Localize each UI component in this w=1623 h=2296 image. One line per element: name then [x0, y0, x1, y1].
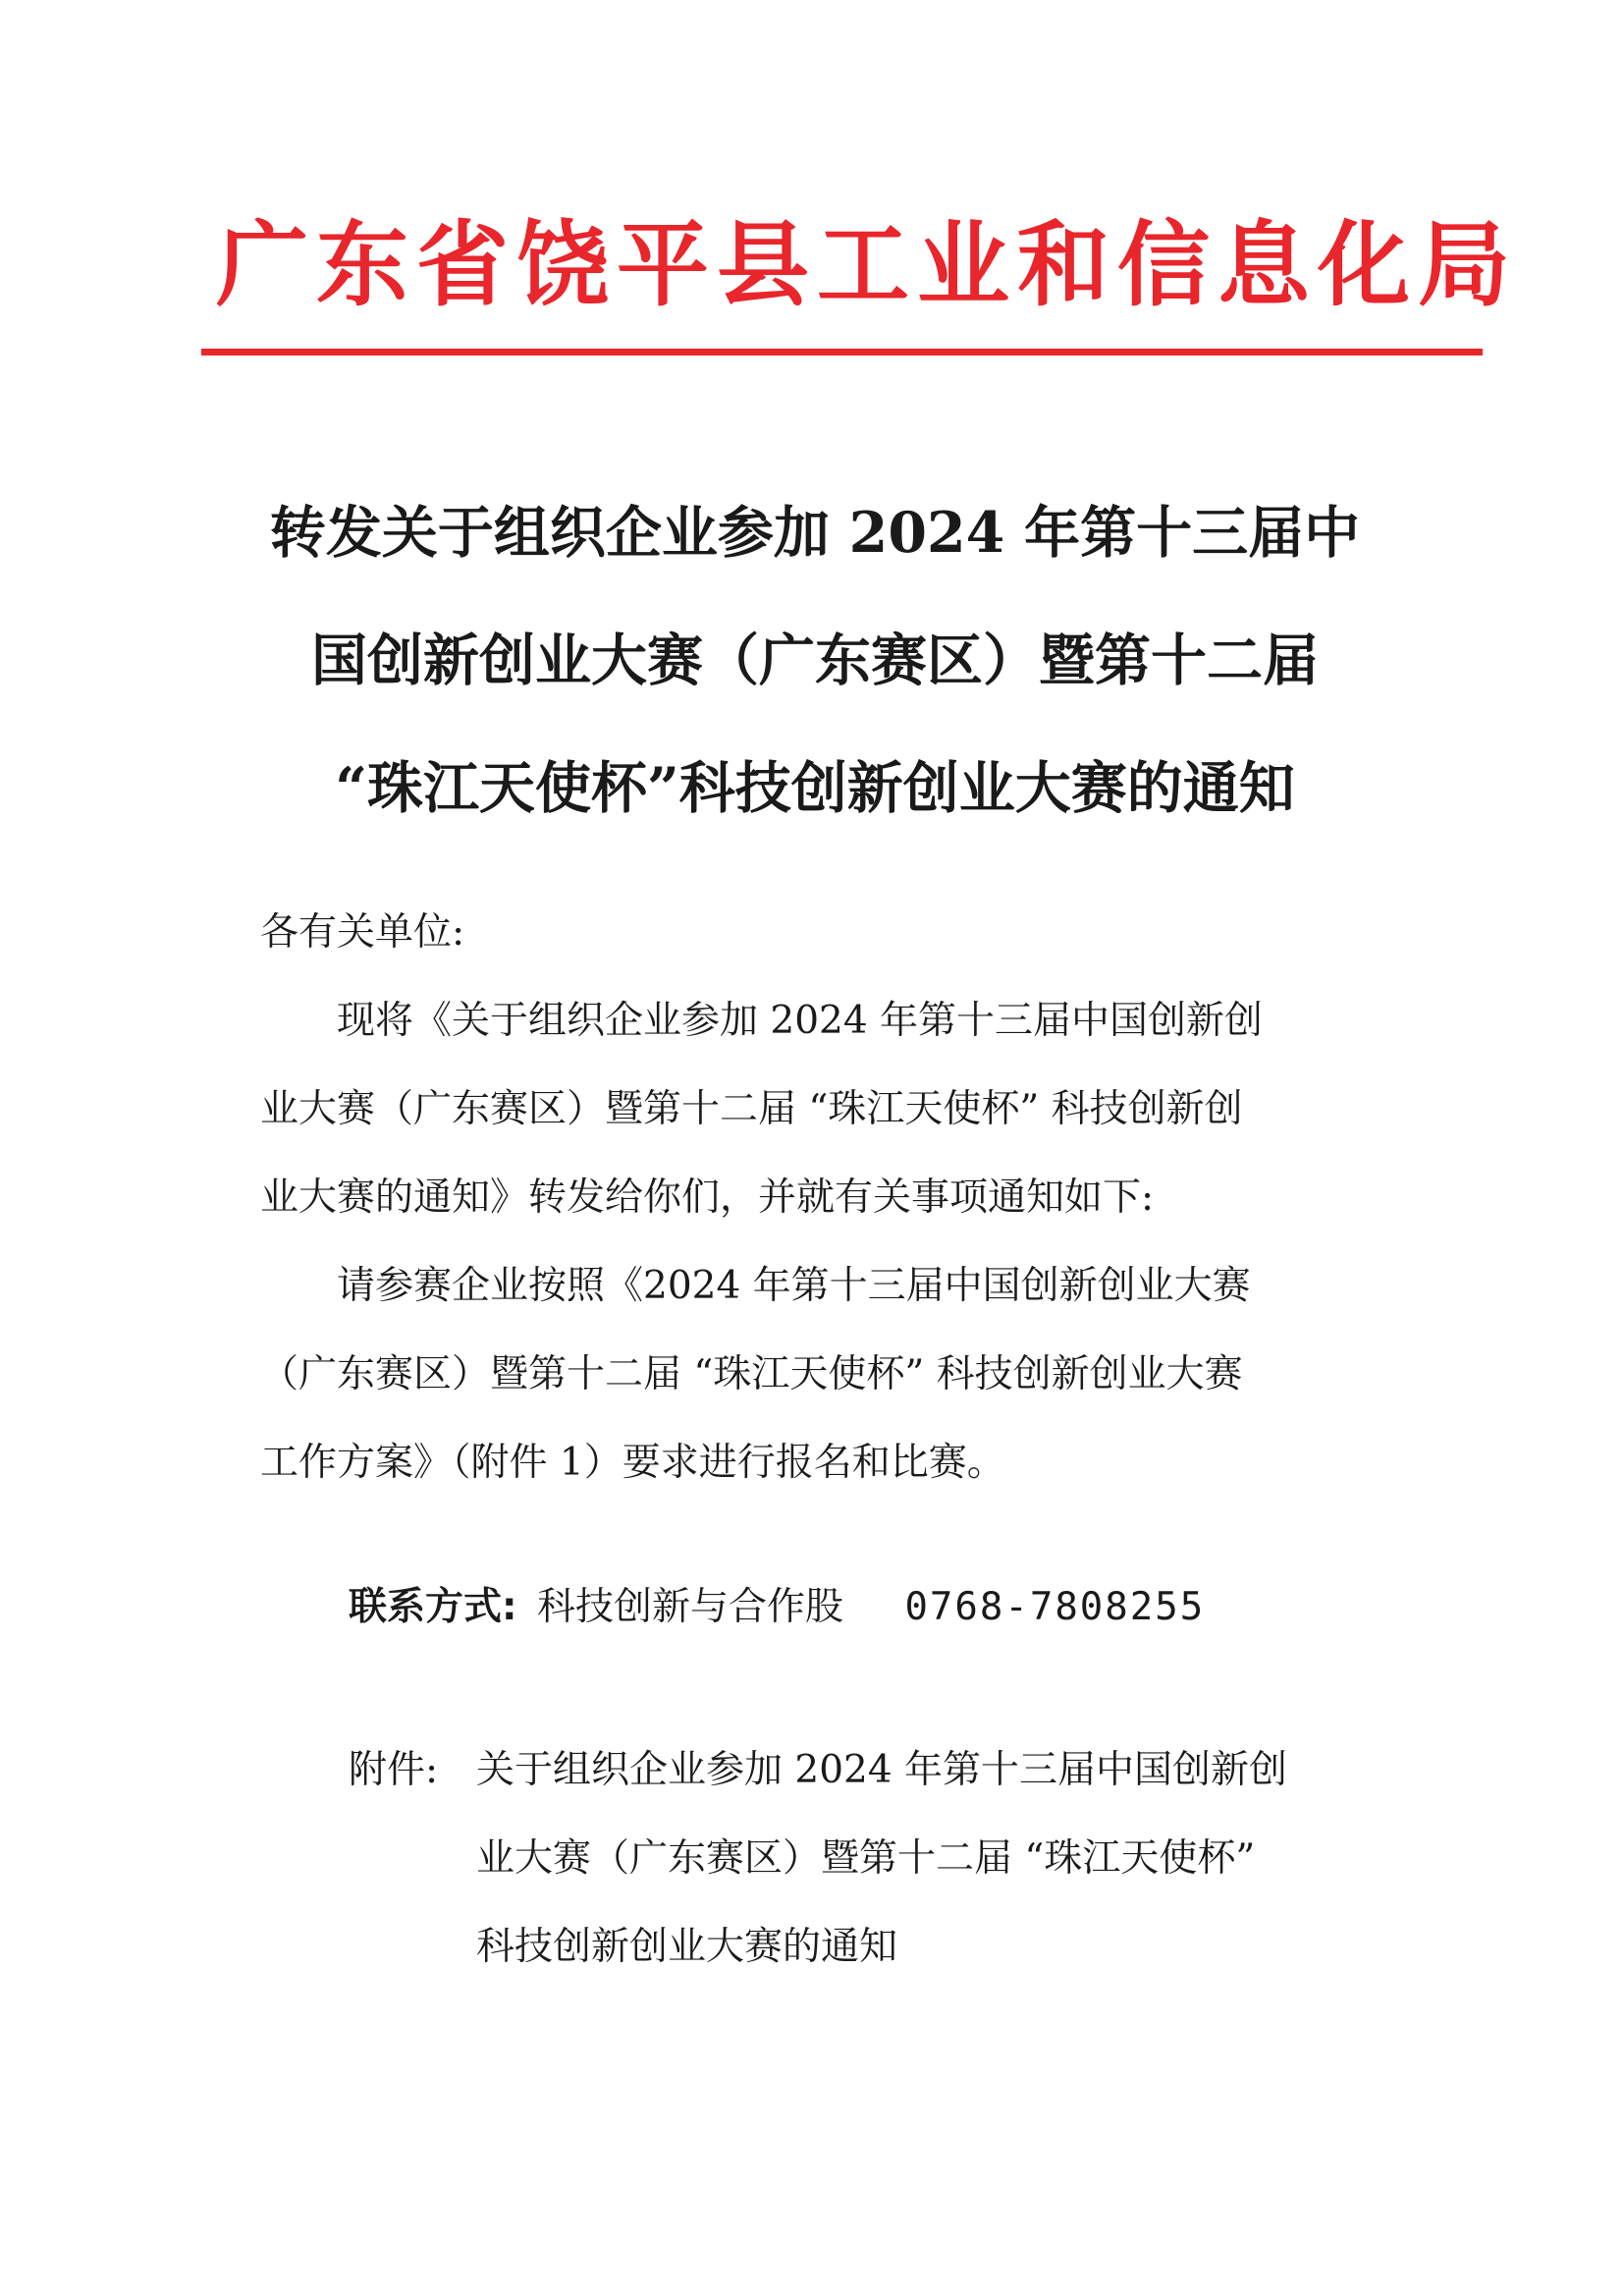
- letterhead-red-rule: [201, 349, 1483, 355]
- paragraph-line: （广东赛区）暨第十二届 “珠江天使杯” 科技创新创业大赛: [260, 1352, 1243, 1396]
- salutation: 各有关单位:: [260, 910, 465, 955]
- contact-phone: 0768-7808255: [904, 1585, 1206, 1629]
- attachment-title: [476, 1726, 1419, 1992]
- document-title: [187, 469, 1443, 852]
- paragraph-forwarding: [260, 977, 1399, 1242]
- paragraph-instructions: [260, 1242, 1399, 1507]
- title-line: “珠江天使杯”科技创新创业大赛的通知: [335, 755, 1295, 821]
- attachment-line: 业大赛（广东赛区）暨第十二届 “珠江天使杯”: [476, 1836, 1256, 1881]
- contact-info: [349, 1563, 1205, 1652]
- paragraph-line: 业大赛（广东赛区）暨第十二届 “珠江天使杯” 科技创新创: [260, 1087, 1243, 1131]
- org-letterhead-title: 广东省饶平县工业和信息化局: [216, 211, 1519, 319]
- paragraph-line: 业大赛的通知》转发给你们，并就有关事项通知如下:: [260, 1175, 1155, 1220]
- attachment-line: 关于组织企业参加 2024 年第十三届中国创新创: [476, 1748, 1288, 1792]
- title-line: 国创新创业大赛（广东赛区）暨第十二届: [311, 628, 1319, 693]
- document-body: [260, 889, 1399, 1507]
- title-line: 转发关于组织企业参加 2024 年第十三届中: [269, 500, 1361, 566]
- attachment-label: 附件:: [349, 1748, 439, 1792]
- contact-label: 联系方式:: [349, 1585, 517, 1629]
- paragraph-line: 现将《关于组织企业参加 2024 年第十三届中国创新创: [260, 999, 1264, 1043]
- attachment-line: 科技创新创业大赛的通知: [476, 1925, 898, 1969]
- paragraph-line: 请参赛企业按照《2024 年第十三届中国创新创业大赛: [260, 1264, 1251, 1308]
- contact-department: 科技创新与合作股: [537, 1585, 844, 1629]
- paragraph-line: 工作方案》（附件 1）要求进行报名和比赛。: [260, 1441, 1005, 1485]
